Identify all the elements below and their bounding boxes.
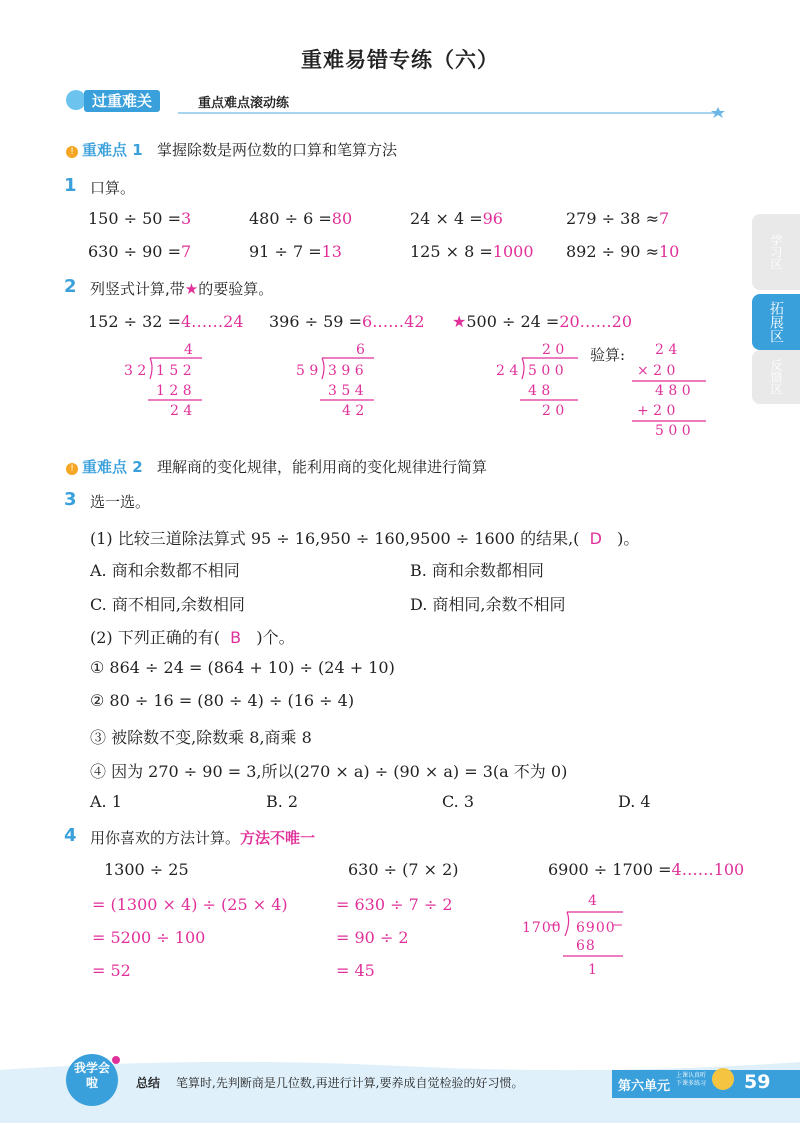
q3-option[interactable]: D. 商相同,余数不相同: [410, 595, 566, 614]
key-icon: !: [66, 463, 78, 475]
banner-tag: 过重难关: [84, 90, 160, 112]
div3-product: 4 8: [528, 383, 551, 399]
div4-product: 68: [576, 938, 596, 954]
q3-number: 3: [64, 489, 77, 510]
q3-statement: ③ 被除数不变,除数乘 8,商乘 8: [90, 728, 312, 747]
q2-number: 2: [64, 276, 77, 297]
check-lines: [630, 378, 710, 428]
section-banner: [58, 88, 728, 112]
check-line5: 5 0 0: [655, 423, 691, 439]
div1-quotient: 4: [184, 342, 193, 358]
summary-text: 笔算时,先判断商是几位数,再进行计算,要养成自觉检验的好习惯。: [176, 1076, 524, 1090]
mascot-icon: [66, 90, 86, 110]
q4-step: = 45: [336, 961, 375, 980]
q2-item: 152 ÷ 32 =4……24: [88, 312, 244, 331]
q3-statement: ④ 因为 270 ÷ 90 = 3,所以(270 × a) ÷ (90 × a) = 3(a 不为 0): [90, 762, 568, 781]
unit-sub: 上课认真听 下课多练习: [676, 1072, 707, 1087]
q1-item: 279 ÷ 38 ≈7: [566, 209, 670, 228]
q3-statement: ② 80 ÷ 16 = (80 ÷ 4) ÷ (16 ÷ 4): [90, 691, 355, 710]
page-number: 59: [744, 1071, 771, 1093]
q3-option[interactable]: B. 2: [266, 792, 299, 811]
div1-remainder: 2 4: [170, 403, 193, 419]
q4-step: = (1300 × 4) ÷ (25 × 4): [92, 895, 288, 914]
div2-remainder: 4 2: [342, 403, 365, 419]
page-title: 重难易错专练（六）: [301, 48, 499, 72]
div1-divisor: 3 2: [124, 363, 147, 379]
q3-option[interactable]: C. 3: [442, 792, 475, 811]
q2-item: 396 ÷ 59 =6……42: [269, 312, 425, 331]
div3-remainder: 2 0: [542, 403, 565, 419]
q1-item: 24 × 4 =96: [410, 209, 503, 228]
q4-step: = 5200 ÷ 100: [92, 928, 206, 947]
q4-text: 用你喜欢的方法计算。方法不唯一: [90, 829, 316, 847]
div3-quotient: 2 0: [542, 342, 565, 358]
q3-option[interactable]: C. 商不相同,余数相同: [90, 595, 245, 614]
mascot-icon: [712, 1068, 734, 1090]
q4-number: 4: [64, 825, 77, 846]
q3-option[interactable]: A. 1: [90, 792, 122, 811]
div2-bracket: [312, 355, 382, 405]
footer-badge: 我学会啦: [74, 1061, 111, 1090]
div2-divisor: 5 9: [296, 363, 319, 379]
q4-expr: 1300 ÷ 25: [104, 860, 189, 879]
div3-divisor: 2 4: [496, 363, 519, 379]
div2-dividend: 3 9 6: [328, 363, 364, 379]
tab-feedback[interactable]: 反馈区: [752, 350, 800, 404]
div4-bracket: [545, 908, 635, 960]
check-line4: + 2 0: [637, 403, 676, 419]
div4-remainder: 1: [588, 962, 597, 978]
banner-subtitle: 重点难点滚动练: [198, 96, 290, 111]
q3-part2: (2) 下列正确的有( B )个。: [90, 628, 295, 647]
key-icon: !: [66, 146, 78, 158]
check-line1: 2 4: [655, 342, 678, 358]
summary-label: 总结: [136, 1076, 161, 1090]
q1-item: 630 ÷ 90 =7: [88, 242, 192, 261]
q4-step: = 630 ÷ 7 ÷ 2: [336, 895, 453, 914]
div4-divisor: 1700: [522, 920, 562, 936]
div1-bracket: [140, 355, 210, 405]
q1-text: 口算。: [90, 179, 136, 197]
q1-item: 892 ÷ 90 ≈10: [566, 242, 680, 261]
key-point-1: ! 重难点 1 掌握除数是两位数的口算和笔算方法: [66, 139, 397, 160]
q1-item: 480 ÷ 6 =80: [249, 209, 353, 228]
q2-text: 列竖式计算,带★的要验算。: [90, 280, 274, 298]
q4-expr: 630 ÷ (7 × 2): [348, 860, 459, 879]
q3-option[interactable]: D. 4: [618, 792, 651, 811]
star-icon: [711, 107, 725, 118]
key-point-2: ! 重难点 2 理解商的变化规律，能利用商的变化规律进行简算: [66, 456, 487, 477]
footer: [0, 1052, 800, 1123]
q4-step: = 90 ÷ 2: [336, 928, 409, 947]
div3-dividend: 5 0 0: [528, 363, 564, 379]
check-label: 验算:: [590, 346, 626, 364]
div3-bracket: [512, 355, 592, 405]
q1-item: 125 × 8 =1000: [410, 242, 534, 261]
check-line3: 4 8 0: [655, 383, 691, 399]
q1-number: 1: [64, 175, 77, 196]
q3-option[interactable]: A. 商和余数都不相同: [90, 561, 240, 580]
q1-item: 150 ÷ 50 =3: [88, 209, 192, 228]
div4-dividend: 6900: [576, 920, 616, 936]
div2-quotient: 6: [356, 342, 365, 358]
unit-label: 第六单元: [618, 1079, 671, 1094]
div2-product: 3 5 4: [328, 383, 364, 399]
tab-study[interactable]: 学习区: [752, 214, 800, 290]
q1-item: 91 ÷ 7 =13: [249, 242, 342, 261]
div1-dividend: 1 5 2: [156, 363, 192, 379]
q3-part1: (1) 比较三道除法算式 95 ÷ 16,950 ÷ 160,9500 ÷ 1600 的结果,( D )。: [90, 529, 640, 548]
q3-text: 选一选。: [90, 493, 151, 511]
q4-step: = 52: [92, 961, 131, 980]
div4-quotient: 4: [588, 893, 597, 909]
tab-extend[interactable]: 拓展区: [752, 294, 800, 350]
q2-item: ★500 ÷ 24 =20……20: [452, 312, 633, 331]
q3-statement: ① 864 ÷ 24 = (864 + 10) ÷ (24 + 10): [90, 658, 395, 677]
check-line2: × 2 0: [637, 363, 676, 379]
div1-product: 1 2 8: [156, 383, 192, 399]
q4-expr: 6900 ÷ 1700 =4……100: [548, 860, 745, 879]
q3-option[interactable]: B. 商和余数都相同: [410, 561, 544, 580]
